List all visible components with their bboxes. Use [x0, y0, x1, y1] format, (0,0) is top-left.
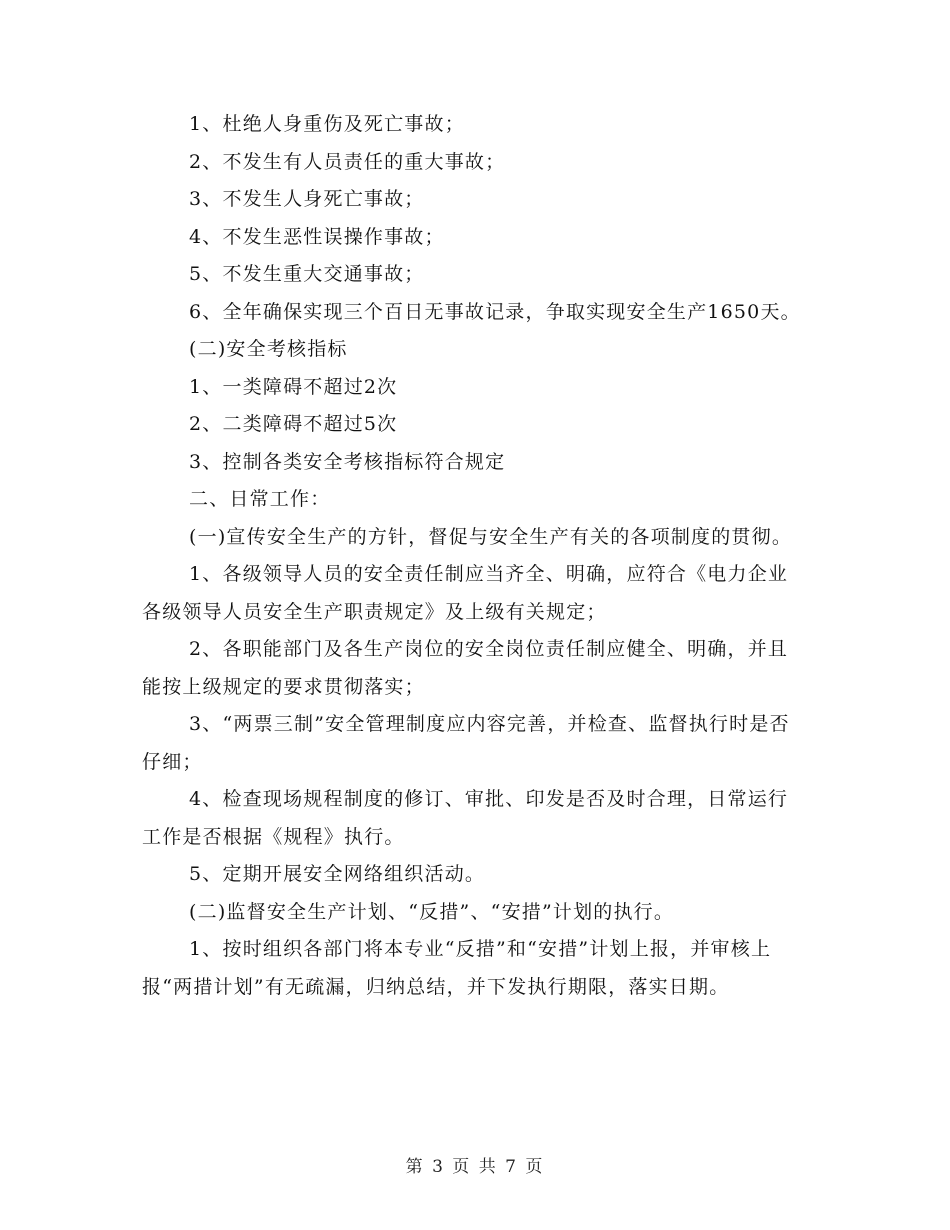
paragraph: 3、“两票三制”安全管理制度应内容完善，并检查、监督执行时是否仔细； — [142, 713, 790, 773]
paragraph: 1、一类障碍不超过2次 — [189, 375, 398, 398]
section-heading: (二)安全考核指标 — [189, 338, 348, 360]
paragraph: 5、不发生重大交通事故； — [189, 263, 425, 285]
section-heading: (一)宣传安全生产的方针，督促与安全生产有关的各项制度的贯彻。 — [189, 525, 793, 548]
paragraph: 2、二类障碍不超过5次 — [189, 413, 398, 435]
paragraph: 4、不发生恶性误操作事故； — [189, 225, 445, 248]
paragraph: 4、检查现场规程制度的修订、审批、印发是否及时合理，日常运行工作是否根据《规程》执行。 — [142, 788, 789, 848]
paragraph: 2、不发生有人员责任的重大事故； — [189, 150, 506, 173]
paragraph: 6、全年确保实现三个百日无事故记录，争取实现安全生产1650天。 — [189, 300, 801, 323]
paragraph: 1、各级领导人员的安全责任制应当齐全、明确，应符合《电力企业各级领导人员安全生产职责规定》及上级有关规定； — [142, 563, 789, 623]
paragraph: 3、不发生人身死亡事故； — [189, 188, 425, 210]
page-number-footer: 第 3 页 共 7 页 — [405, 1157, 545, 1177]
paragraph: 1、按时组织各部门将本专业“反措”和“安措”计划上报，并审核上报“两措计划”有无疏漏，归纳总结，并下发执行期限，落实日期。 — [142, 938, 772, 998]
paragraph: 1、杜绝人身重伤及死亡事故； — [189, 113, 465, 135]
section-heading: (二)监督安全生产计划、“反措”、“安措”计划的执行。 — [189, 900, 675, 923]
paragraph: 3、控制各类安全考核指标符合规定 — [189, 450, 506, 473]
paragraph: 5、定期开展安全网络组织活动。 — [189, 863, 486, 885]
paragraph: 2、各职能部门及各生产岗位的安全岗位责任制应健全、明确，并且能按上级规定的要求贯彻落实； — [142, 638, 789, 698]
document-body — [142, 106, 806, 1006]
section-heading: 二、日常工作： — [189, 488, 331, 510]
